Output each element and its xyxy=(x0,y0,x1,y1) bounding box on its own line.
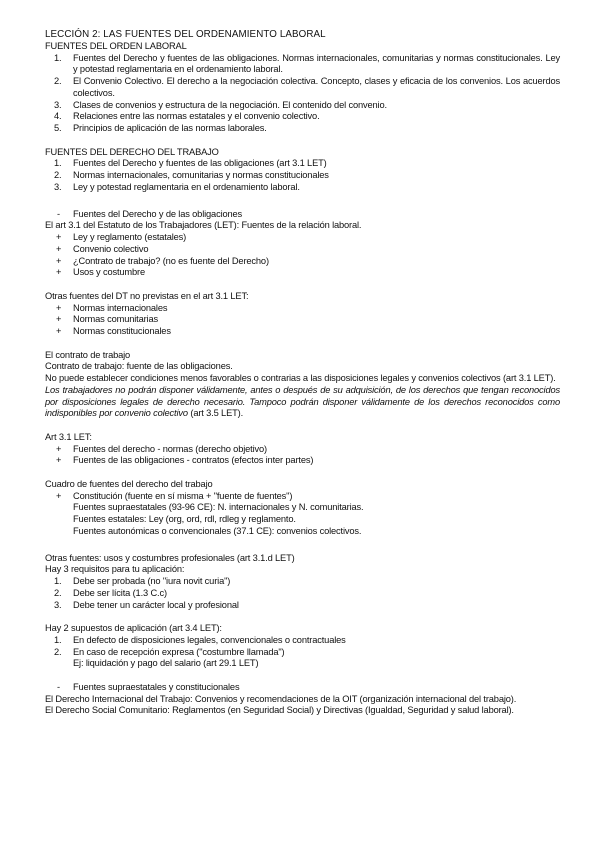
bullet-item xyxy=(45,256,560,268)
bullet-item xyxy=(45,232,560,244)
numbered-list xyxy=(45,53,560,135)
indented-line: Fuentes autonómicas o convencionales (37.1 CE): convenios colectivos. xyxy=(73,525,362,536)
list-item xyxy=(45,158,560,170)
list-number: 2. xyxy=(54,587,62,598)
list-item xyxy=(45,123,560,135)
bullet-text: Constitución (fuente en sí misma + "fuente de fuentes") xyxy=(73,490,293,501)
list-text: Normas internacionales, comunitarias y normas constitucionales xyxy=(73,170,329,180)
plus-bullet-icon: + xyxy=(56,314,62,325)
paragraph: Contrato de trabajo: fuente de las obligaciones. xyxy=(45,361,233,372)
paragraph: El art 3.1 del Estatuto de los Trabajadores (LET): Fuentes de la relación laboral. xyxy=(45,220,362,231)
list-item xyxy=(45,111,560,123)
italic-quote xyxy=(45,385,560,420)
subsection-heading: El contrato de trabajo xyxy=(45,349,131,360)
quote-reference: (art 3.5 LET). xyxy=(187,408,244,419)
bullet-text: Normas internacionales xyxy=(73,302,168,313)
quote-text: Los trabajadores no podrán disponer válidamente, antes o después de su adquisición, de los derechos que tengan reconocidos por disposiciones legales de derecho necesario. Tampoco podrán disponer válidamente de los derechos reconocidos como indisponibles por convenio colectivo xyxy=(45,384,560,419)
list-number: 4. xyxy=(54,111,62,122)
list-number: 3. xyxy=(54,99,62,110)
bullet-text: Normas constitucionales xyxy=(73,326,171,336)
paragraph: Otras fuentes del DT no previstas en el art 3.1 LET: xyxy=(45,290,249,301)
list-item xyxy=(45,600,560,612)
list-item xyxy=(45,635,560,647)
list-number: 3. xyxy=(54,599,62,610)
dash-marker: - xyxy=(57,681,60,692)
paragraph: Art 3.1 LET: xyxy=(45,431,92,442)
list-item xyxy=(45,100,560,112)
dash-subheading xyxy=(45,682,560,694)
list-number: 1. xyxy=(54,576,62,586)
list-text: Debe ser probada (no "iura novit curia") xyxy=(73,576,231,586)
indented-line: Ej: liquidación y pago del salario (art 29.1 LET) xyxy=(73,658,259,669)
plus-bullet-icon: + xyxy=(56,302,62,313)
bullet-text: Convenio colectivo xyxy=(73,243,149,254)
list-text: Principios de aplicación de las normas laborales. xyxy=(73,123,267,133)
list-item xyxy=(45,588,560,600)
paragraph: Hay 3 requisitos para tu aplicación: xyxy=(45,564,185,575)
list-item xyxy=(45,53,560,77)
bullet-item xyxy=(45,303,560,315)
list-number: 3. xyxy=(54,181,62,192)
bullet-item xyxy=(45,444,560,456)
bullet-text: Normas comunitarias xyxy=(73,314,158,325)
paragraph: El Derecho Internacional del Trabajo: Convenios y recomendaciones de la OIT (organización internacional del trabajo). xyxy=(45,693,517,704)
paragraph: El Derecho Social Comunitario: Reglamentos (en Seguridad Social) y Directivas (Igualdad, Seguridad y salud laboral). xyxy=(45,705,514,716)
lesson-title: LECCIÓN 2: LAS FUENTES DEL ORDENAMIENTO LABORAL xyxy=(45,29,326,40)
list-text: Relaciones entre las normas estatales y el convenio colectivo. xyxy=(73,111,320,122)
plus-bullet-icon: + xyxy=(56,455,62,466)
list-text: Fuentes del Derecho y fuentes de las obligaciones (art 3.1 LET) xyxy=(73,158,327,169)
indented-line: Fuentes estatales: Ley (org, ord, rdl, rdleg y reglamento. xyxy=(73,514,296,524)
paragraph: Otras fuentes: usos y costumbres profesionales (art 3.1.d LET) xyxy=(45,552,295,563)
list-number: 2. xyxy=(54,76,62,86)
bullet-item xyxy=(45,244,560,256)
dash-marker: - xyxy=(57,208,60,219)
list-text: Ley y potestad reglamentaria en el ordenamiento laboral. xyxy=(73,181,300,192)
list-number: 1. xyxy=(54,634,62,645)
plus-bullet-icon: + xyxy=(56,255,62,266)
plus-bullet-icon: + xyxy=(56,243,62,254)
paragraph: Cuadro de fuentes del derecho del trabajo xyxy=(45,478,213,489)
subheading-text: Fuentes supraestatales y constitucionales xyxy=(73,681,240,692)
bullet-text: Fuentes de las obligaciones - contratos (efectos inter partes) xyxy=(73,455,314,466)
list-number: 5. xyxy=(54,123,62,133)
plus-bullet-icon: + xyxy=(56,490,62,501)
list-number: 1. xyxy=(54,52,62,63)
list-text: Debe tener un carácter local y profesional xyxy=(73,599,239,610)
list-text: En defecto de disposiciones legales, convencionales o contractuales xyxy=(73,634,346,645)
plus-bullet-icon: + xyxy=(56,443,62,454)
subheading-text: Fuentes del Derecho y de las obligaciones xyxy=(73,208,243,219)
list-number: 1. xyxy=(54,158,62,169)
bullet-item xyxy=(45,455,560,467)
list-text: Clases de convenios y estructura de la negociación. El contenido del convenio. xyxy=(73,99,387,110)
plus-bullet-icon: + xyxy=(56,232,62,242)
bullet-item xyxy=(45,491,560,503)
list-text: Debe ser lícita (1.3 C.c) xyxy=(73,587,167,598)
list-text: Fuentes del Derecho y fuentes de las obligaciones. Normas internacionales, comunitarias y normas constitucionales. Ley y potestad reglamentaria en el ordenamiento laboral. xyxy=(73,52,560,75)
list-text: En caso de recepción expresa ("costumbre llamada") xyxy=(73,646,285,657)
list-item xyxy=(45,182,560,194)
bullet-item xyxy=(45,314,560,326)
list-number: 2. xyxy=(54,170,62,180)
list-item xyxy=(45,647,560,659)
dash-subheading xyxy=(45,209,560,221)
list-item xyxy=(45,576,560,588)
list-text: El Convenio Colectivo. El derecho a la negociación colectiva. Concepto, clases y eficacia de los convenios. Los acuerdos colectivos. xyxy=(73,76,560,98)
paragraph: No puede establecer condiciones menos favorables o contrarias a las disposiciones legales y convenios colectivos (art 3.1 LET). xyxy=(45,373,556,383)
bullet-text: Fuentes del derecho - normas (derecho objetivo) xyxy=(73,443,267,454)
plus-bullet-icon: + xyxy=(56,326,62,336)
section-heading: FUENTES DEL ORDEN LABORAL xyxy=(45,40,187,51)
plus-bullet-icon: + xyxy=(56,267,62,278)
bullet-text: ¿Contrato de trabajo? (no es fuente del Derecho) xyxy=(73,255,269,266)
indented-line: Fuentes supraestatales (93-96 CE): N. internacionales y N. comunitarias. xyxy=(73,502,364,513)
list-item xyxy=(45,76,560,100)
bullet-item xyxy=(45,326,560,338)
section-heading: FUENTES DEL DERECHO DEL TRABAJO xyxy=(45,146,219,157)
list-item xyxy=(45,170,560,182)
paragraph: Hay 2 supuestos de aplicación (art 3.4 LET): xyxy=(45,623,222,633)
bullet-text: Usos y costumbre xyxy=(73,267,145,278)
bullet-item xyxy=(45,267,560,279)
list-number: 2. xyxy=(54,646,62,657)
bullet-text: Ley y reglamento (estatales) xyxy=(73,232,187,242)
